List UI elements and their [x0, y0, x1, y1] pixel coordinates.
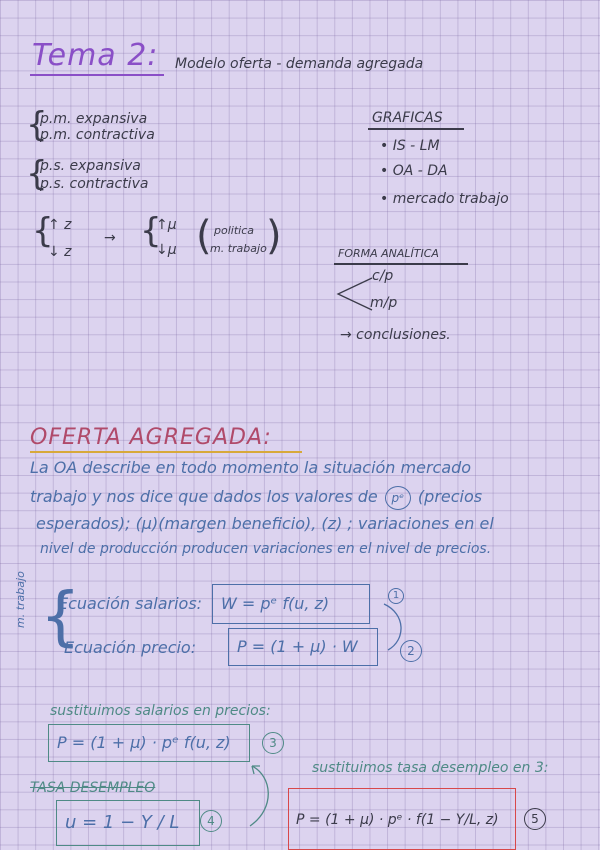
paren-open: (	[196, 213, 212, 259]
oa-line-3: esperados); (μ)(margen beneficio), (z) ; variaciones en el	[36, 514, 494, 533]
precio-label: Ecuación precio:	[64, 638, 197, 657]
eq-num-4: 4	[200, 810, 222, 832]
policy-ps-expansiva: p.s. expansiva	[40, 158, 141, 174]
forma-analitica-mp: m/p	[370, 295, 398, 311]
graficas-underline	[368, 128, 464, 130]
politica-mtrabajo: m. trabajo	[210, 242, 267, 255]
sustitucion-label: sustituimos salarios en precios:	[50, 703, 271, 719]
grafica-item-mercado: • mercado trabajo	[380, 191, 509, 207]
policy-pm-expansiva: p.m. expansiva	[40, 111, 148, 127]
policy-ps-contractiva: p.s. contractiva	[40, 176, 149, 192]
eq-num-5: 5	[524, 808, 546, 830]
forma-analitica-heading: FORMA ANALÍTICA	[338, 247, 439, 260]
oferta-agregada-heading: OFERTA AGREGADA:	[30, 425, 272, 450]
policy-pm-contractiva: p.m. contractiva	[40, 127, 155, 143]
eq-num-3: 3	[262, 732, 284, 754]
pe-circle: pᵉ	[385, 486, 411, 510]
mtrabajo-side-label: m. trabajo	[14, 571, 27, 628]
oferta-agregada-underline	[30, 451, 302, 453]
paren-close: )	[266, 213, 282, 259]
z-up: ↑ z	[48, 217, 72, 233]
monetary-brace: {	[26, 105, 48, 145]
page-subtitle: Modelo oferta - demanda agregada	[175, 56, 424, 72]
implies-arrow: →	[104, 230, 116, 246]
oa-line-2: trabajo y nos dice que dados los valores de pᵉ (precios	[30, 486, 482, 510]
conclusiones: → conclusiones.	[340, 327, 451, 343]
oa-line-4: nivel de producción producen variaciones en el nivel de precios.	[40, 541, 492, 557]
z-down: ↓ z	[48, 244, 72, 260]
eq-num-2: 2	[400, 640, 422, 662]
mu-brace: {	[140, 211, 162, 251]
salarios-label: Ecuación salarios:	[58, 594, 203, 613]
sustitucion-formula: P = (1 + μ) · pᵉ f(u, z)	[48, 724, 250, 762]
tasa-link-arrow	[220, 760, 280, 830]
equations-brace: {	[40, 580, 81, 654]
oa-line-1: La OA describe en todo momento la situación mercado	[30, 458, 472, 477]
tasa-heading: TASA DESEMPLEO	[30, 780, 156, 796]
mu-down: ↓μ	[156, 242, 177, 258]
page-title: Tema 2:	[32, 38, 159, 73]
tasa-formula: u = 1 − Y / L	[56, 800, 200, 846]
salarios-formula: W = pᵉ f(u, z)	[212, 584, 370, 624]
forma-analitica-underline	[334, 263, 468, 265]
eq-num-1: 1	[388, 583, 404, 604]
grafica-item-oada: • OA - DA	[380, 163, 448, 179]
grafica-item-islm: • IS - LM	[380, 138, 440, 154]
final-formula: P = (1 + μ) · pᵉ · f(1 − Y/L, z)	[296, 812, 499, 828]
precio-formula: P = (1 + μ) · W	[228, 628, 378, 666]
title-underline	[30, 74, 164, 76]
graficas-heading: GRAFICAS	[372, 110, 443, 126]
fiscal-brace: {	[26, 154, 48, 194]
equation-link-arrow	[380, 600, 410, 654]
forma-analitica-cp: c/p	[372, 268, 394, 284]
politica-label: politica	[214, 224, 254, 237]
mu-up: ↑μ	[156, 217, 177, 233]
z-brace: {	[32, 211, 54, 251]
sustitucion2-label: sustituimos tasa desempleo en 3:	[312, 760, 549, 776]
